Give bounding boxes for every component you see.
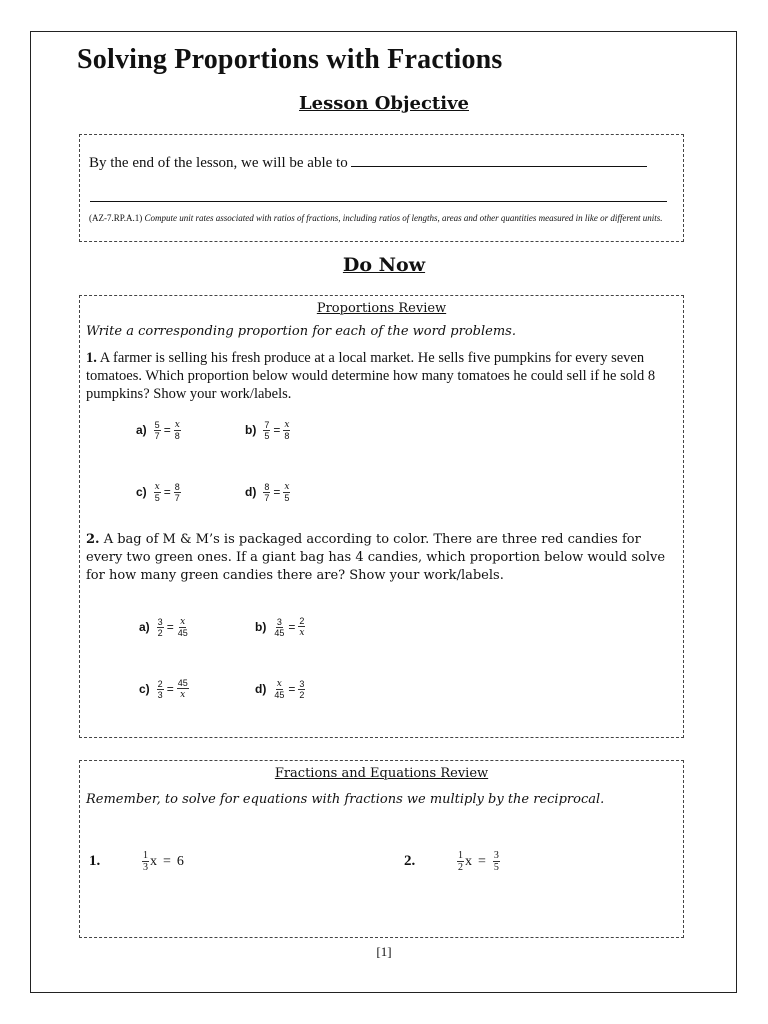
equals-sign: = [288,620,296,634]
problem-1 [86,349,676,403]
variable: x [150,853,157,869]
p1-choice-c[interactable] [136,481,182,503]
equation-1-number: 1. [89,853,101,869]
choice-label: c) [136,485,147,499]
frac-num: 1 [458,850,463,861]
frac-num: 8 [174,481,180,492]
rhs-value: 6 [176,853,184,869]
p1-choice-a[interactable] [136,419,182,441]
p2-choice-c[interactable] [139,678,190,700]
frac-num: x [284,420,290,430]
page-number: [1] [376,944,392,959]
proportions-review-box [79,295,684,738]
fractions-review-title: Fractions and Equations Review [274,766,489,781]
equals-sign: = [288,682,296,696]
variable: x [465,853,472,869]
frac-num: 45 [177,678,188,688]
frac-den: 2 [299,689,305,700]
fractions-instruction: Remember, to solve for equations with fractions we multiply by the reciprocal. [86,792,605,807]
frac-num: x [180,617,186,627]
do-now-heading: Do Now [342,254,426,276]
frac-den: 5 [493,862,499,873]
equals-sign: = [273,423,281,437]
frac-den: 45 [177,628,188,638]
equals-sign: = [166,682,174,696]
frac-den: 8 [174,431,180,441]
standard-text: Compute unit rates associated with ratios of fractions, including ratios of lengths, areas and other quantities measured in like or different units. [144,213,663,223]
p2-choice-b[interactable] [255,616,306,638]
fraction-equation-1 [89,850,184,873]
problem-1-text: A farmer is selling his fresh produce at a local market. He sells five pumpkins for every seven tomatoes. Which proportion below would determine how many tomatoes he could sell if he sold 8 pumpkins? Show your work/labels. [86,350,656,402]
frac-den: 2 [157,627,163,638]
objective-blank-1[interactable] [351,153,647,167]
equals-sign: = [273,485,281,499]
equals-sign: = [163,485,171,499]
problem-2 [86,531,676,585]
frac-num: x [284,482,290,492]
frac-den: 5 [264,430,270,441]
equation-2-number: 2. [404,853,416,869]
p1-choice-b[interactable] [245,419,291,441]
frac-num: 5 [154,419,160,430]
equals-sign: = [163,853,171,869]
page-title: Solving Proportions with Fractions [77,44,503,75]
problem-1-number: 1. [86,350,97,366]
frac-num: x [174,420,180,430]
objective-blank-2[interactable] [90,201,667,202]
standard-note [89,212,679,224]
problem-2-text: A bag of M & M’s is packaged according to color. There are three red candies for every two green ones. If a giant bag has 4 candies, which proportion below would solve for how many green candies there are? Show your work/labels. [86,532,666,583]
standard-code: (AZ-7.RP.A.1) [89,213,143,223]
objective-box [79,134,684,242]
frac-den: 7 [264,492,270,503]
choice-label: a) [139,620,150,634]
frac-num: 2 [299,616,305,626]
frac-num: 3 [299,678,305,689]
problem-2-number: 2. [86,532,100,547]
frac-den: 3 [143,862,148,873]
equals-sign: = [163,423,171,437]
p2-choice-d[interactable] [255,678,306,700]
frac-den: 3 [157,689,163,700]
fractions-review-box [79,760,684,938]
frac-den: 45 [274,690,285,700]
objective-prompt-line [89,153,647,172]
frac-num: x [276,679,282,689]
fraction-equation-2 [404,850,501,873]
frac-num: 3 [157,616,163,627]
frac-num: 8 [264,481,270,492]
frac-num: 3 [276,616,282,627]
frac-den: 2 [458,862,463,873]
frac-num: 7 [264,419,270,430]
choice-label: c) [139,682,150,696]
p1-choice-d[interactable] [245,481,291,503]
frac-num: x [154,482,160,492]
choice-label: d) [245,485,257,499]
frac-den: 5 [154,493,160,503]
frac-den: 8 [284,431,290,441]
frac-den: 45 [274,627,285,638]
frac-den: x [180,690,186,700]
equals-sign: = [166,620,174,634]
frac-den: 5 [284,493,290,503]
frac-num: 3 [493,850,499,861]
choice-label: b) [255,620,267,634]
choice-label: d) [255,682,267,696]
frac-num: 2 [157,678,163,689]
equals-sign: = [478,853,486,869]
proportions-instruction: Write a corresponding proportion for each of the word problems. [86,324,516,339]
objective-prompt: By the end of the lesson, we will be able to [89,155,348,171]
frac-num: 1 [143,850,148,861]
choice-label: a) [136,423,147,437]
lesson-objective-heading: Lesson Objective [299,93,469,114]
choice-label: b) [245,423,257,437]
frac-den: x [299,628,305,638]
proportions-review-title: Proportions Review [316,301,447,316]
frac-den: 7 [154,430,160,441]
frac-den: 7 [174,492,180,503]
p2-choice-a[interactable] [139,616,190,638]
